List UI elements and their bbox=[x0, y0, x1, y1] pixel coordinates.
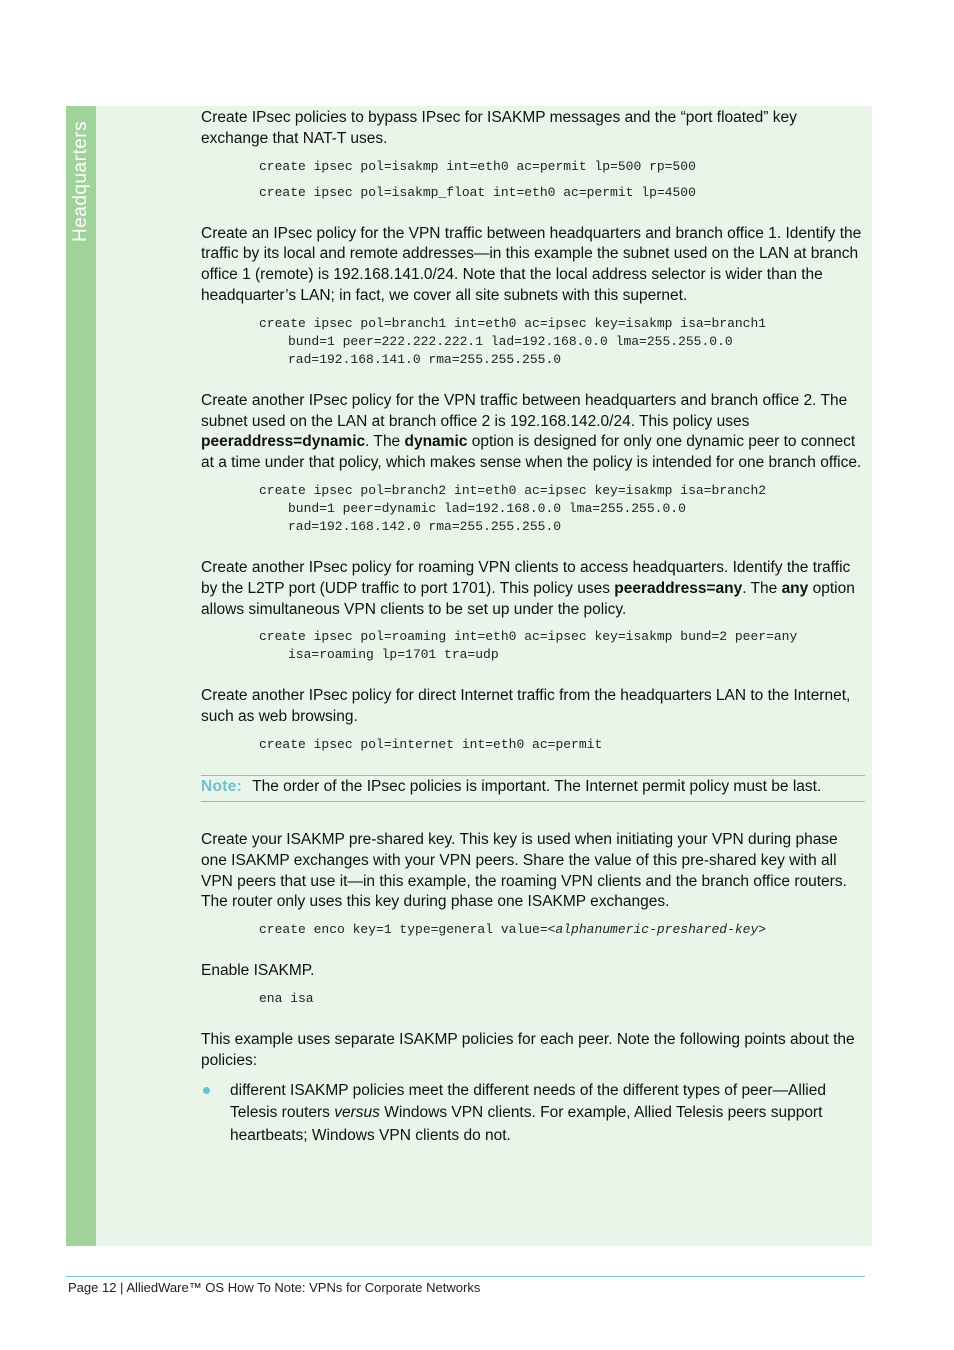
text: option is designed for only one dynamic peer to connect at a time under that policy, which makes sense when the policy is intended for one branch office. bbox=[201, 433, 862, 472]
code-roaming-policy bbox=[201, 628, 865, 664]
italic-term: versus bbox=[334, 1104, 380, 1122]
text: option allows simultaneous VPN clients to be set up under the policy. bbox=[201, 579, 855, 618]
list-item bbox=[201, 1080, 865, 1148]
paragraph-isakmp-policies: This example uses separate ISAKMP policies for each peer. Note the following points about the policies: bbox=[201, 1030, 855, 1069]
code-line: create ipsec pol=branch1 int=eth0 ac=ipsec key=isakmp isa=branch1 bbox=[259, 315, 767, 331]
code-preshared-key bbox=[201, 921, 865, 939]
code-branch1-policy bbox=[201, 315, 865, 369]
bold-term: peeraddress=any bbox=[614, 579, 743, 597]
footer-divider bbox=[66, 1276, 865, 1277]
code-line: isa=roaming lp=1701 tra=udp bbox=[288, 647, 499, 663]
main-content bbox=[201, 108, 865, 1147]
code-line: rad=192.168.141.0 rma=255.255.255.0 bbox=[288, 351, 562, 367]
code-isakmp-policy: create ipsec pol=isakmp int=eth0 ac=permit lp=500 rp=500 bbox=[259, 158, 696, 174]
code-text: > bbox=[758, 922, 767, 938]
note-text: The order of the IPsec policies is important. The Internet permit policy must be last. bbox=[252, 777, 822, 795]
note-label: Note: bbox=[201, 777, 243, 795]
side-tab bbox=[66, 106, 96, 1246]
note-box bbox=[201, 775, 865, 802]
code-isakmp-float-policy: create ipsec pol=isakmp_float int=eth0 ac=permit lp=4500 bbox=[259, 184, 696, 200]
text: Windows VPN clients. For example, Allied Telesis peers support heartbeats; Windows VPN clients do not. bbox=[230, 1104, 823, 1144]
paragraph-branch1-policy: Create an IPsec policy for the VPN traffic between headquarters and branch office 1. Identify the traffic by its local and remote addresses—in this example the subnet used on the LAN at branch office 1 (remote) is 192.168.141.0/24. Note that the local address selector is wider than the headquarter’s LAN; in fact, we cover all site subnets with this supernet. bbox=[201, 224, 862, 304]
code-branch2-policy bbox=[201, 482, 865, 536]
code-line: create ipsec pol=roaming int=eth0 ac=ipsec key=isakmp bund=2 peer=any bbox=[259, 629, 798, 645]
paragraph-enable-isakmp: Enable ISAKMP. bbox=[201, 962, 315, 980]
side-tab-label: Headquarters bbox=[70, 120, 91, 242]
paragraph-internet-policy: Create another IPsec policy for direct Internet traffic from the headquarters LAN to the Internet, such as web browsing. bbox=[201, 687, 851, 726]
paragraph-roaming-policy bbox=[201, 558, 865, 620]
text: different ISAKMP policies meet the different needs of the different types of peer—Allied Telesis routers bbox=[230, 1081, 826, 1122]
bold-term: dynamic bbox=[404, 433, 468, 451]
list-item-text bbox=[230, 1080, 865, 1148]
code-enable-isakmp: ena isa bbox=[259, 990, 314, 1006]
text: . The bbox=[365, 433, 405, 451]
paragraph-preshared-key: Create your ISAKMP pre-shared key. This key is used when initiating your VPN during phase one ISAKMP exchanges with your VPN peers. Share the value of this pre-shared key with all VPN peers that use it—in this example, the roaming VPN clients and the branch office routers. The router only uses this key during phase one ISAKMP exchanges. bbox=[201, 830, 847, 911]
text: Create another IPsec policy for the VPN traffic between headquarters and branch office 2. The subnet used on the LAN at branch office 2 is 192.168.142.0/24. This policy uses bbox=[201, 391, 848, 430]
code-line: bund=1 peer=dynamic lad=192.168.0.0 lma=255.255.0.0 bbox=[288, 500, 686, 516]
code-line: create ipsec pol=branch2 int=eth0 ac=ipsec key=isakmp isa=branch2 bbox=[259, 482, 767, 498]
code-placeholder: alphanumeric-preshared-key bbox=[555, 922, 759, 938]
code-line: bund=1 peer=222.222.222.1 lad=192.168.0.0 lma=255.255.0.0 bbox=[288, 333, 733, 349]
paragraph-ipsec-bypass: Create IPsec policies to bypass IPsec for ISAKMP messages and the “port floated” key exchange that NAT-T uses. bbox=[201, 109, 797, 147]
paragraph-branch2-policy bbox=[201, 391, 865, 474]
code-internet-policy: create ipsec pol=internet int=eth0 ac=permit bbox=[259, 736, 603, 752]
code-line: rad=192.168.142.0 rma=255.255.255.0 bbox=[288, 518, 562, 534]
text: Create another IPsec policy for roaming VPN clients to access headquarters. Identify the traffic by the L2TP port (UDP traffic to port 1701). This policy uses bbox=[201, 558, 851, 597]
bold-term: peeraddress=dynamic bbox=[201, 433, 366, 451]
bullet-icon bbox=[203, 1087, 210, 1094]
code-text: create enco key=1 type=general value=< bbox=[259, 922, 556, 938]
text: . The bbox=[742, 579, 782, 597]
page-footer: Page 12 | AlliedWare™ OS How To Note: VPNs for Corporate Networks bbox=[68, 1280, 481, 1295]
bold-term: any bbox=[781, 579, 809, 597]
